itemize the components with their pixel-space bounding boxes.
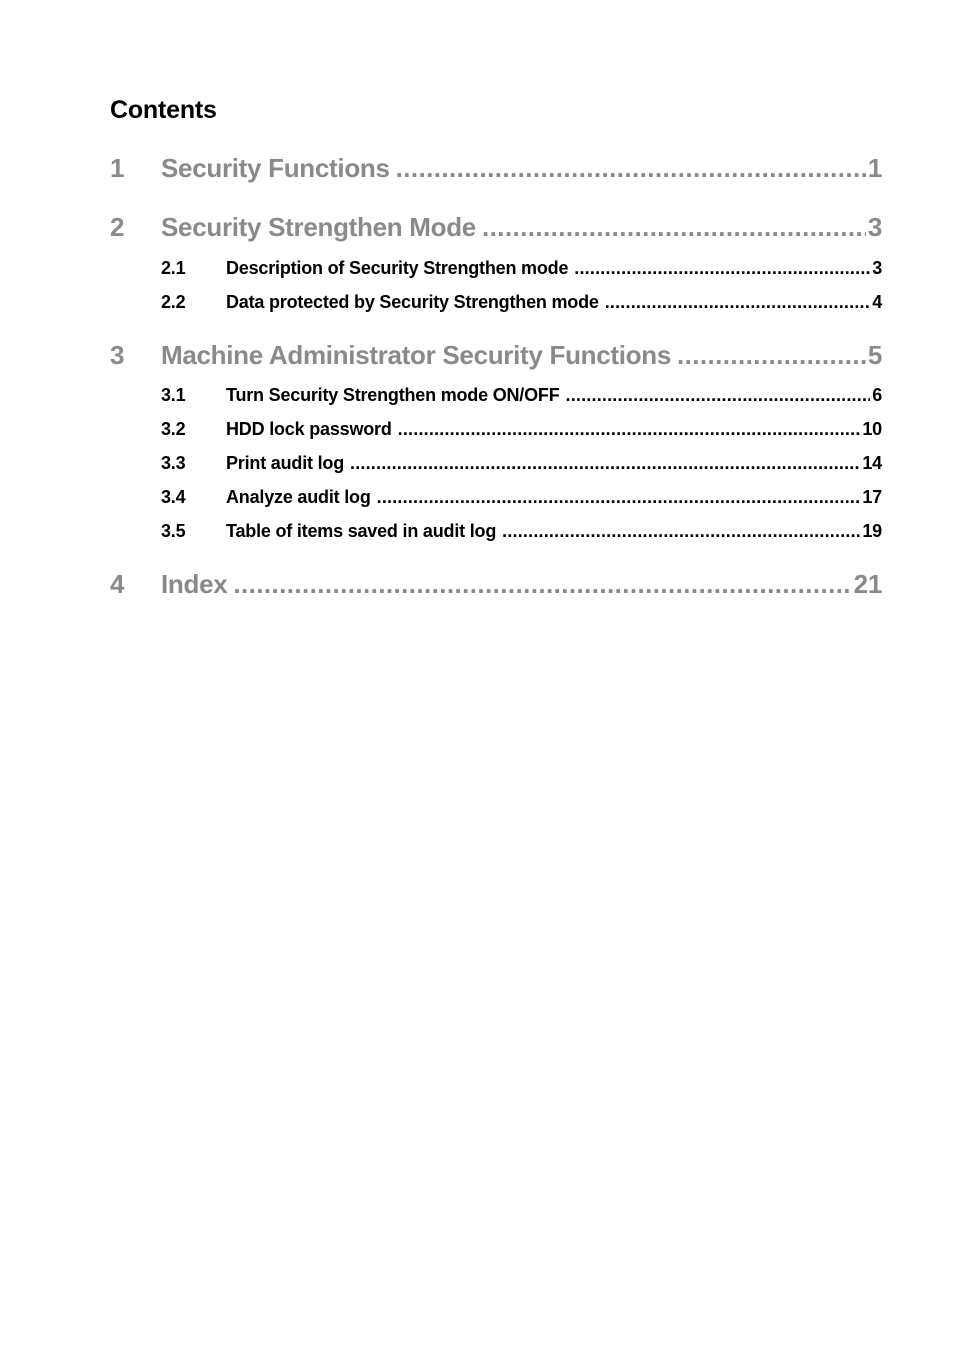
toc-page-number: 1 bbox=[867, 153, 882, 183]
toc-chapter-2[interactable] bbox=[110, 210, 882, 244]
toc-section-title: Description of Security Strengthen mode bbox=[226, 258, 569, 278]
toc-dot-leader bbox=[350, 451, 860, 475]
toc-section-2-2[interactable] bbox=[161, 290, 882, 314]
toc-page-number: 10 bbox=[862, 419, 882, 439]
toc-section-number: 3.1 bbox=[161, 385, 186, 405]
toc-section-title: HDD lock password bbox=[226, 419, 392, 439]
toc-chapter-3[interactable] bbox=[110, 338, 882, 372]
toc-dot-leader bbox=[574, 256, 870, 280]
toc-section-number: 2.1 bbox=[161, 258, 186, 278]
toc-chapter-4[interactable] bbox=[110, 567, 882, 601]
toc-dot-leader bbox=[398, 417, 861, 441]
toc-dot-leader bbox=[396, 151, 866, 185]
toc-dot-leader bbox=[377, 485, 861, 509]
toc-page-number: 4 bbox=[872, 292, 882, 312]
toc-page-number: 3 bbox=[872, 258, 882, 278]
toc-section-2-1[interactable] bbox=[161, 256, 882, 280]
toc-section-title: Analyze audit log bbox=[226, 487, 371, 507]
toc-section-3-4[interactable] bbox=[161, 485, 882, 509]
toc-section-number: 3.5 bbox=[161, 521, 186, 541]
toc-section-number: 2.2 bbox=[161, 292, 186, 312]
toc-dot-leader bbox=[502, 519, 860, 543]
toc-section-title: Data protected by Security Strengthen mode bbox=[226, 292, 599, 312]
toc-page-number: 21 bbox=[853, 569, 882, 599]
toc-chapter-number: 1 bbox=[110, 153, 125, 183]
toc-section-3-5[interactable] bbox=[161, 519, 882, 543]
toc-section-title: Table of items saved in audit log bbox=[226, 521, 497, 541]
toc-page-number: 3 bbox=[867, 212, 882, 242]
toc-section-title: Print audit log bbox=[226, 453, 344, 473]
toc-chapter-1[interactable] bbox=[110, 151, 882, 185]
toc-chapter-title: Security Strengthen Mode bbox=[161, 212, 476, 242]
toc-chapter-title: Security Functions bbox=[161, 153, 390, 183]
toc-section-title: Turn Security Strengthen mode ON/OFF bbox=[226, 385, 560, 405]
toc-section-3-3[interactable] bbox=[161, 451, 882, 475]
toc-chapter-number: 4 bbox=[110, 569, 125, 599]
toc-section-number: 3.4 bbox=[161, 487, 186, 507]
toc-chapter-title: Machine Administrator Security Functions bbox=[161, 340, 672, 370]
toc-page-number: 5 bbox=[867, 340, 882, 370]
toc-page-number: 17 bbox=[862, 487, 882, 507]
toc-dot-leader bbox=[605, 290, 871, 314]
toc-chapter-number: 2 bbox=[110, 212, 125, 242]
toc-dot-leader bbox=[566, 383, 871, 407]
toc-section-3-2[interactable] bbox=[161, 417, 882, 441]
toc-dot-leader bbox=[482, 210, 866, 244]
toc-page-number: 6 bbox=[872, 385, 882, 405]
toc-dot-leader bbox=[233, 567, 851, 601]
toc-page-number: 14 bbox=[862, 453, 882, 473]
page-title: Contents bbox=[110, 96, 217, 124]
toc-chapter-number: 3 bbox=[110, 340, 125, 370]
toc-section-3-1[interactable] bbox=[161, 383, 882, 407]
toc-section-number: 3.2 bbox=[161, 419, 186, 439]
toc-dot-leader bbox=[677, 338, 866, 372]
toc-chapter-title: Index bbox=[161, 569, 228, 599]
toc-section-number: 3.3 bbox=[161, 453, 186, 473]
toc-page-number: 19 bbox=[862, 521, 882, 541]
